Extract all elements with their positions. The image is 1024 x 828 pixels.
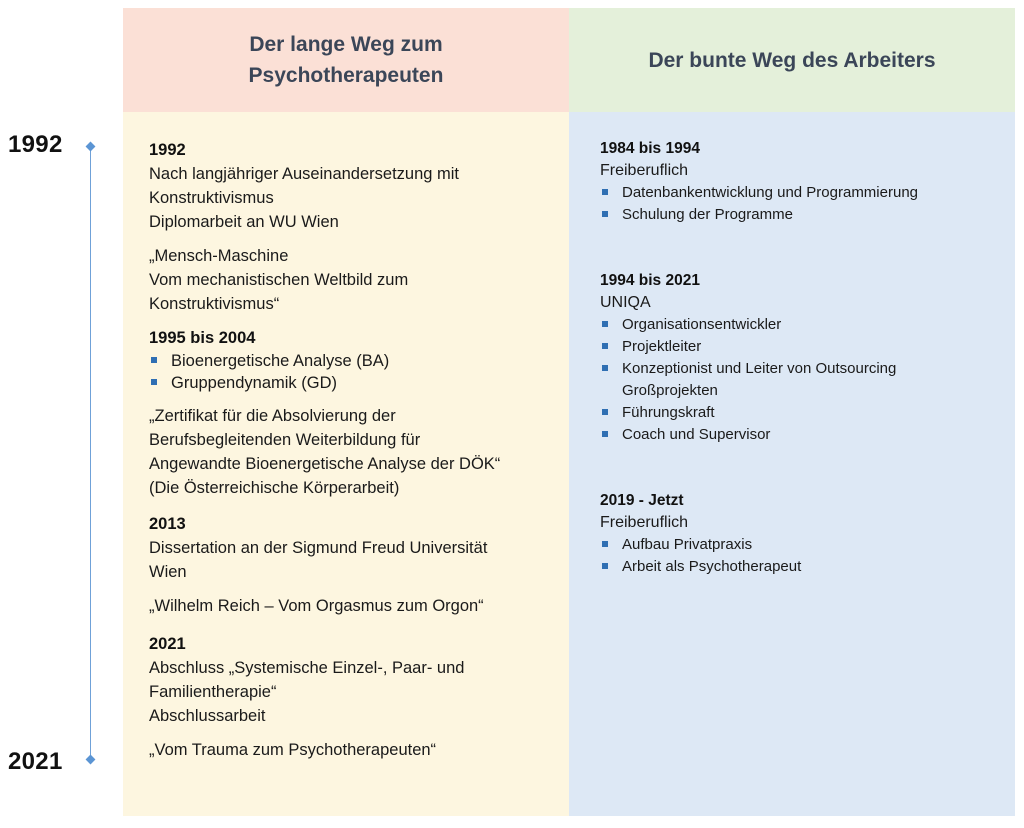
square-bullet-icon bbox=[151, 357, 157, 363]
square-bullet-icon bbox=[602, 189, 608, 195]
list-item: Führungskraft bbox=[600, 402, 1015, 424]
right-column-body bbox=[569, 112, 1015, 816]
quote-line: (Die Österreichische Körperarbeit) bbox=[149, 479, 400, 497]
left-entry-1992 bbox=[149, 138, 569, 316]
entry-year: 1992 bbox=[149, 141, 186, 159]
square-bullet-icon bbox=[602, 343, 608, 349]
entry-label: UNIQA bbox=[600, 294, 651, 311]
left-column-heading bbox=[123, 8, 569, 112]
quote-line: Berufsbegleitenden Weiterbildung für bbox=[149, 431, 421, 449]
quote-line: Angewandte Bioenergetische Analyse der DÖK“ bbox=[149, 455, 501, 473]
list-item: Datenbankentwicklung und Programmierung bbox=[600, 182, 1015, 204]
entry-quote bbox=[149, 594, 569, 618]
list-item: Coach und Supervisor bbox=[600, 424, 1015, 446]
square-bullet-icon bbox=[602, 211, 608, 217]
square-bullet-icon bbox=[602, 563, 608, 569]
square-bullet-icon bbox=[602, 409, 608, 415]
entry-text: Wien bbox=[149, 563, 187, 581]
entry-year: 2013 bbox=[149, 515, 186, 533]
entry-quote bbox=[149, 244, 569, 316]
entry-year: 1984 bis 1994 bbox=[600, 140, 700, 157]
left-entry-2013 bbox=[149, 512, 569, 618]
entry-text: Nach langjähriger Auseinandersetzung mit bbox=[149, 165, 460, 183]
quote-line: Vom mechanistischen Weltbild zum bbox=[149, 271, 409, 289]
list-item: Arbeit als Psychotherapeut bbox=[600, 556, 1015, 578]
right-entry-2019-jetzt bbox=[600, 490, 1015, 578]
entry-bullet-list bbox=[600, 182, 1015, 226]
entry-bullet-list bbox=[149, 350, 569, 394]
list-item: Bioenergetische Analyse (BA) bbox=[149, 350, 569, 372]
entry-text: Dissertation an der Sigmund Freud Universität bbox=[149, 539, 488, 557]
entry-year: 2021 bbox=[149, 635, 186, 653]
entry-bullet-list bbox=[600, 534, 1015, 578]
entry-bullet-list bbox=[600, 314, 1015, 446]
list-item-continuation: Großprojekten bbox=[622, 382, 718, 399]
entry-text: Diplomarbeit an WU Wien bbox=[149, 213, 339, 231]
square-bullet-icon bbox=[602, 365, 608, 371]
list-item: Organisationsentwickler bbox=[600, 314, 1015, 336]
entry-year: 1995 bis 2004 bbox=[149, 329, 256, 347]
left-column-body bbox=[123, 112, 569, 816]
right-entry-1994-2021 bbox=[600, 270, 1015, 446]
quote-line: „Vom Trauma zum Psychotherapeuten“ bbox=[149, 741, 437, 759]
right-heading-text: Der bunte Weg des Arbeiters bbox=[648, 48, 936, 72]
timeline-end-year: 2021 bbox=[8, 748, 63, 775]
entry-text: Familientherapie“ bbox=[149, 683, 277, 701]
entry-label: Freiberuflich bbox=[600, 162, 689, 179]
square-bullet-icon bbox=[602, 431, 608, 437]
entry-year: 2019 - Jetzt bbox=[600, 492, 684, 509]
entry-label: Freiberuflich bbox=[600, 514, 689, 531]
timeline-start-marker-icon bbox=[86, 142, 96, 152]
right-entry-1984-1994 bbox=[600, 138, 1015, 226]
entry-year: 1994 bis 2021 bbox=[600, 272, 700, 289]
list-item: Konzeptionist und Leiter von Outsourcing bbox=[600, 358, 1015, 380]
square-bullet-icon bbox=[151, 379, 157, 385]
list-item: Gruppendynamik (GD) bbox=[149, 372, 569, 394]
list-item: Schulung der Programme bbox=[600, 204, 1015, 226]
square-bullet-icon bbox=[602, 321, 608, 327]
timeline-line bbox=[90, 146, 91, 759]
timeline-start-year: 1992 bbox=[8, 131, 63, 158]
quote-line: Konstruktivismus“ bbox=[149, 295, 280, 313]
square-bullet-icon bbox=[602, 541, 608, 547]
quote-line: „Mensch-Maschine bbox=[149, 247, 289, 265]
left-heading-line: Der lange Weg zum bbox=[249, 33, 443, 56]
quote-line: „Zertifikat für die Absolvierung der bbox=[149, 407, 396, 425]
entry-text: Konstruktivismus bbox=[149, 189, 274, 207]
timeline-end-marker-icon bbox=[86, 755, 96, 765]
left-heading-line: Psychotherapeuten bbox=[248, 64, 444, 87]
right-column-heading bbox=[569, 8, 1015, 112]
quote-line: „Wilhelm Reich – Vom Orgasmus zum Orgon“ bbox=[149, 597, 484, 615]
entry-quote bbox=[149, 404, 569, 500]
entry-quote bbox=[149, 738, 569, 762]
entry-text: Abschlussarbeit bbox=[149, 707, 266, 725]
left-entry-2021 bbox=[149, 632, 569, 762]
list-item: Aufbau Privatpraxis bbox=[600, 534, 1015, 556]
left-entry-1995-2004 bbox=[149, 326, 569, 500]
list-item: Projektleiter bbox=[600, 336, 1015, 358]
entry-text: Abschluss „Systemische Einzel-, Paar- und bbox=[149, 659, 465, 677]
